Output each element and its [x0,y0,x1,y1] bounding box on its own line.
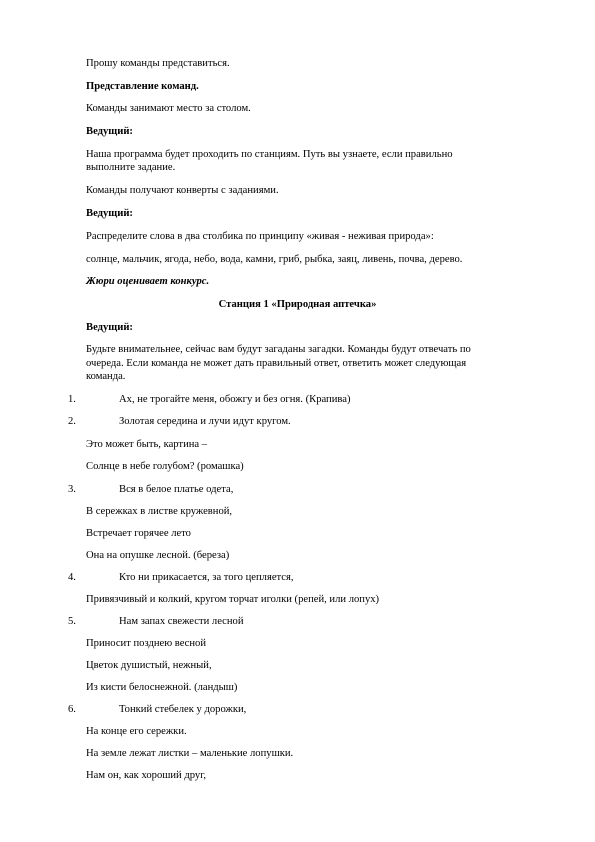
riddle-line: Цветок душистый, нежный, [86,660,212,671]
riddle-line: Нам запах свежести лесной [119,616,244,627]
riddle-line: Приносит позднею весной [86,638,207,649]
riddle-number: 5. [68,616,76,627]
text-line: выполните задание. [86,162,176,173]
text-line: команда. [86,371,126,382]
riddle-line: Солнце в небе голубом? (ромашка) [86,461,244,472]
speaker-label: Ведущий: [86,322,133,333]
riddle-line: Она на опушке лесной. (береза) [86,550,230,561]
text-line: Команды получают конверты с заданиями. [86,185,279,196]
riddle-line: Это может быть, картина – [86,439,208,450]
riddle-line: Из кисти белоснежной. (ландыш) [86,682,238,693]
riddle-line: В сережках в листве кружевной, [86,506,233,517]
station-title: Станция 1 «Природная аптечка» [218,299,377,310]
text-line: солнце, мальчик, ягода, небо, вода, камни, гриб, рыбка, заяц, ливень, почва, дерево. [86,254,463,265]
riddle-line: Тонкий стебелек у дорожки, [119,704,247,715]
riddle-line: На конце его сережки. [86,726,187,737]
heading-team-presentation: Представление команд. [86,81,199,92]
text-line: Команды занимают место за столом. [86,103,251,114]
riddle-number: 6. [68,704,76,715]
text-line: Распределите слова в два столбика по принципу «живая - неживая природа»: [86,231,434,242]
text-line: Будьте внимательнее, сейчас вам будут загаданы загадки. Команды будут отвечать по [86,344,471,355]
riddle-line: Ах, не трогайте меня, обожгу и без огня. (Крапива) [119,394,351,405]
speaker-label: Ведущий: [86,208,133,219]
riddle-line: Золотая середина и лучи идут кругом. [119,416,291,427]
riddle-line: На земле лежат листки – маленькие лопушки. [86,748,294,759]
text-line: очереда. Если команда не может дать правильный ответ, ответить может следующая [86,358,467,369]
riddle-line: Нам он, как хороший друг, [86,770,207,781]
text-line: Прошу команды представиться. [86,58,230,69]
riddle-number: 3. [68,484,76,495]
jury-note: Жюри оценивает конкурс. [86,276,210,287]
riddle-line: Встречает горячее лето [86,528,191,539]
text-line: Наша программа будет проходить по станциям. Путь вы узнаете, если правильно [86,149,453,160]
riddle-line: Привязчивый и колкий, кругом торчат иголки (репей, или лопух) [86,594,380,605]
riddle-number: 4. [68,572,76,583]
riddle-number: 2. [68,416,76,427]
speaker-label: Ведущий: [86,126,133,137]
riddle-number: 1. [68,394,76,405]
riddle-line: Кто ни прикасается, за того цепляется, [119,572,294,583]
riddle-line: Вся в белое платье одета, [119,484,234,495]
